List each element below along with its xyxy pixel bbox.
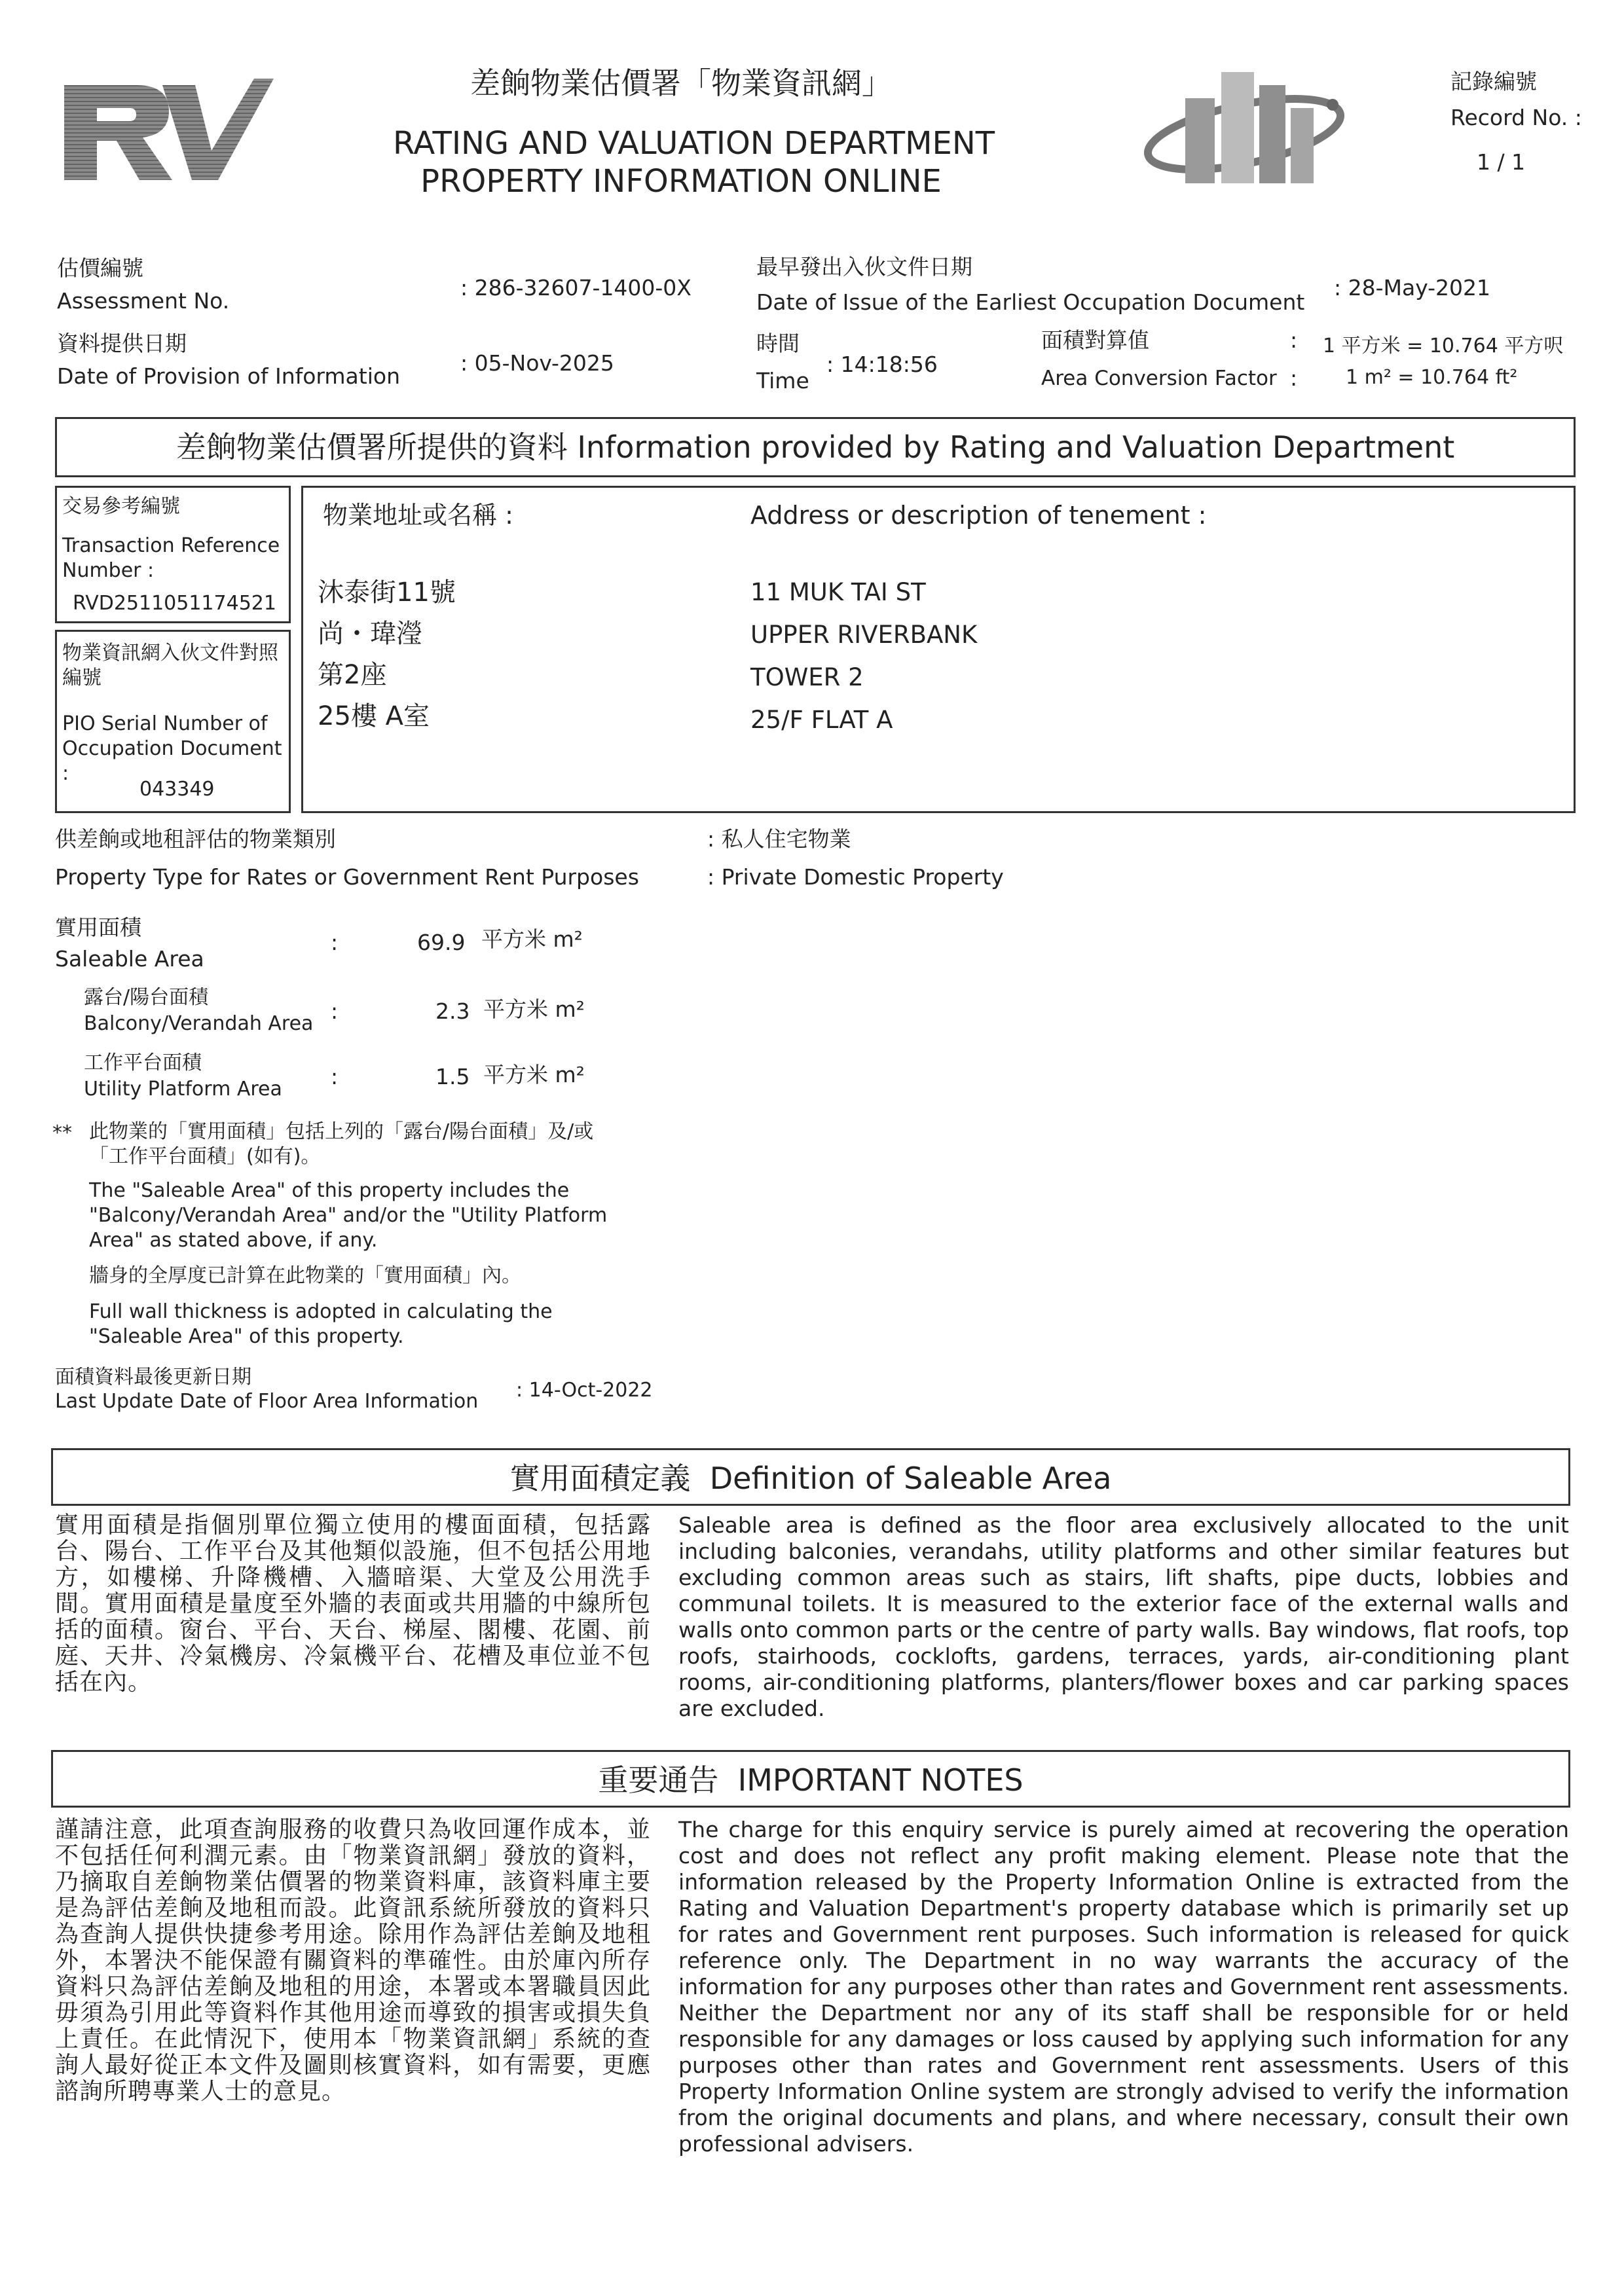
definition-header [51,1448,1570,1506]
type-value-en: : Private Domestic Property [707,864,1004,890]
utility-colon: : [331,1064,339,1089]
pio-building-logo [1136,59,1352,190]
provision-label-zh: 資料提供日期 [57,331,187,356]
address-zh-4: 25樓 A室 [318,701,430,731]
txn-label-en: Transaction Reference Number : [62,534,280,582]
balcony-unit: 平方米 m² [483,996,585,1022]
conversion-label-zh: 面積對算值 [1041,327,1149,353]
pio-value: 043349 [139,778,215,801]
utility-label-zh: 工作平台面積 [84,1051,202,1074]
txn-box [55,486,291,623]
address-en-2: UPPER RIVERBANK [750,621,978,649]
conversion-value-2: 1 m² = 10.764 ft² [1346,366,1518,389]
notes-text-zh: 謹請注意，此項查詢服務的收費只為收回運作成本，並不包括任何利潤元素。由「物業資訊網」發放的資料，乃摘取自差餉物業估價署的物業資料庫，該資料庫主要是為評估差餉及地租而設。此資訊系統所發放的資料只為查詢人提供快捷參考用途。除用作為評估差餉及地租外，本署決不能保證有關資料的準確性。由於庫內所存資料只為評估差餉及地租的用途，本署或本署職員因此毋須為引用此等資料作其他用途而導致的損害或損失負上責任。在此情況下，使用本「物業資訊網」系統的查詢人最好從正本文件及圖則核實資料，如有需要，更應諮詢所聘專業人士的意見。 [55,1816,651,2105]
notes-text-en: The charge for this enquiry service is purely aimed at recovering the operation cost and does not reflect any profit making element. Please note that the information released by the Property Information Online is extracted from the Rating and Valuation Department's property database which is primarily set up for rates and Government rent purposes. Such information is released for quick reference only. The Department in no way warrants the accuracy of the information for any purposes other than rates and Government rent assessments. Neither the Department nor any of its staff shall be responsible for or held responsible for any damages or loss caused by applying such information for any purposes other than rates and Government rent assessments. Users of this Property Information Online system are strongly advised to verify the information from the original documents and plans, and where necessary, consult their own professional advisers. [678,1817,1569,2157]
saleable-label-zh: 實用面積 [55,915,141,940]
note-marker: ** [52,1121,72,1144]
note-zh-2: 牆身的全厚度已計算在此物業的「實用面積」內。 [89,1264,521,1287]
definition-text-zh: 實用面積是指個別單位獨立使用的樓面面積，包括露台、陽台、工作平台及其他類似設施，但不包括公用地方，如樓梯、升降機槽、入牆暗渠、大堂及公用洗手間。實用面積是量度至外牆的表面或共用牆的中線所包括的面積。窗台、平台、天台、梯屋、閣樓、花園、前庭、天井、冷氣機房、冷氣機平台、花槽及車位並不包括在內。 [55,1512,651,1696]
notes-heading-en: IMPORTANT NOTES [737,1762,1024,1798]
assessment-label-en: Assessment No. [57,288,230,314]
occupation-label-en: Date of Issue of the Earliest Occupation Document [756,289,1305,315]
info-section-header [55,417,1576,477]
provision-value: : 05-Nov-2025 [460,350,614,376]
assessment-label-zh: 估價編號 [57,255,143,281]
address-en-1: 11 MUK TAI ST [750,578,926,606]
txn-label-zh: 交易參考編號 [62,495,180,518]
notes-header [51,1750,1570,1808]
type-value-zh: : 私人住宅物業 [707,826,851,852]
address-zh-1: 沐泰街11號 [318,577,456,608]
definition-heading-en: Definition of Saleable Area [709,1461,1112,1496]
address-zh-3: 第2座 [318,660,387,690]
title-zh: 差餉物業估價署「物業資訊網」 [470,65,892,101]
address-label-zh: 物業地址或名稱 : [323,501,513,530]
address-box [301,486,1576,813]
notes-heading [53,1761,1568,1799]
definition-text-en: Saleable area is defined as the floor area exclusively allocated to the unit including balconies, verandahs, utility platforms and other similar features but excluding common areas such as stairs, lift shafts, pipe ducts, lobbies and communal toilets. It is measured to the exterior face of the external walls and walls onto common parts or the centre of party walls. Bay windows, flat roofs, top roofs, stairhoods, cocklofts, gardens, terraces, yards, air-conditioning plant rooms, air-conditioning platforms, planters/flower boxes and car parking spaces are excluded. [678,1512,1569,1721]
saleable-value: 69.9 [417,930,466,955]
info-section-heading: 差餉物業估價署所提供的資料 Information provided by Rating and Valuation Department [175,429,1455,465]
time-label-zh: 時間 [756,331,800,356]
time-value: : 14:18:56 [826,352,938,377]
saleable-label-en: Saleable Area [55,946,204,972]
balcony-label-en: Balcony/Verandah Area [84,1012,314,1035]
last-update-label-zh: 面積資料最後更新日期 [55,1366,251,1389]
rv-logo-icon [58,72,280,190]
definition-heading-zh: 實用面積定義 [509,1461,691,1496]
building-icon [1136,59,1352,190]
utility-unit: 平方米 m² [483,1062,585,1087]
type-label-en: Property Type for Rates or Government Rent Purposes [55,864,639,890]
note-zh-1: 此物業的「實用面積」包括上列的「露台/陽台面積」及/或「工作平台面積」(如有)。 [89,1120,594,1168]
conversion-label-en: Area Conversion Factor [1041,367,1277,390]
txn-value: RVD2511051174521 [73,592,276,615]
title-en-line1: RATING AND VALUATION DEPARTMENT [393,125,995,162]
last-update-value: : 14-Oct-2022 [516,1379,653,1402]
last-update-label-en: Last Update Date of Floor Area Information [55,1390,479,1413]
address-en-4: 25/F FLAT A [750,706,893,734]
assessment-value: : 286-32607-1400-0X [460,275,692,301]
address-zh-2: 尚・瑋瀅 [318,619,422,649]
utility-value: 1.5 [435,1064,470,1089]
pio-box [55,630,291,813]
occupation-label-zh: 最早發出入伙文件日期 [756,254,972,280]
saleable-colon: : [331,930,339,955]
title-en-line2: PROPERTY INFORMATION ONLINE [420,163,942,200]
rv-logo [58,72,280,190]
pio-label-en: PIO Serial Number of Occupation Document : [62,712,282,785]
address-label-en: Address or description of tenement : [750,501,1207,530]
occupation-value: : 28-May-2021 [1334,275,1491,301]
balcony-value: 2.3 [435,998,470,1024]
definition-heading [53,1459,1568,1497]
note-en-1: The "Saleable Area" of this property includes the "Balcony/Verandah Area" and/or the "Utility Platform Area" as stated above, if any. [89,1179,608,1252]
balcony-label-zh: 露台/陽台面積 [84,986,209,1009]
conversion-value-1: 1 平方米 = 10.764 平方呎 [1323,335,1564,357]
balcony-colon: : [331,998,339,1024]
pio-label-zh: 物業資訊網入伙文件對照編號 [62,642,278,689]
utility-label-en: Utility Platform Area [84,1078,282,1101]
record-label-zh: 記錄編號 [1450,69,1537,94]
notes-heading-zh: 重要通告 [598,1762,719,1798]
record-value: 1 / 1 [1477,149,1526,175]
conversion-colon-2: : [1290,365,1298,391]
record-label-en: Record No. : [1450,105,1582,130]
saleable-unit: 平方米 m² [481,926,583,952]
type-label-zh: 供差餉或地租評估的物業類別 [55,826,336,852]
conversion-colon-1: : [1290,327,1298,353]
provision-label-en: Date of Provision of Information [57,363,400,389]
time-label-en: Time [756,368,809,393]
address-en-3: TOWER 2 [750,663,864,691]
note-en-2: Full wall thickness is adopted in calculating the "Saleable Area" of this property. [89,1300,553,1348]
